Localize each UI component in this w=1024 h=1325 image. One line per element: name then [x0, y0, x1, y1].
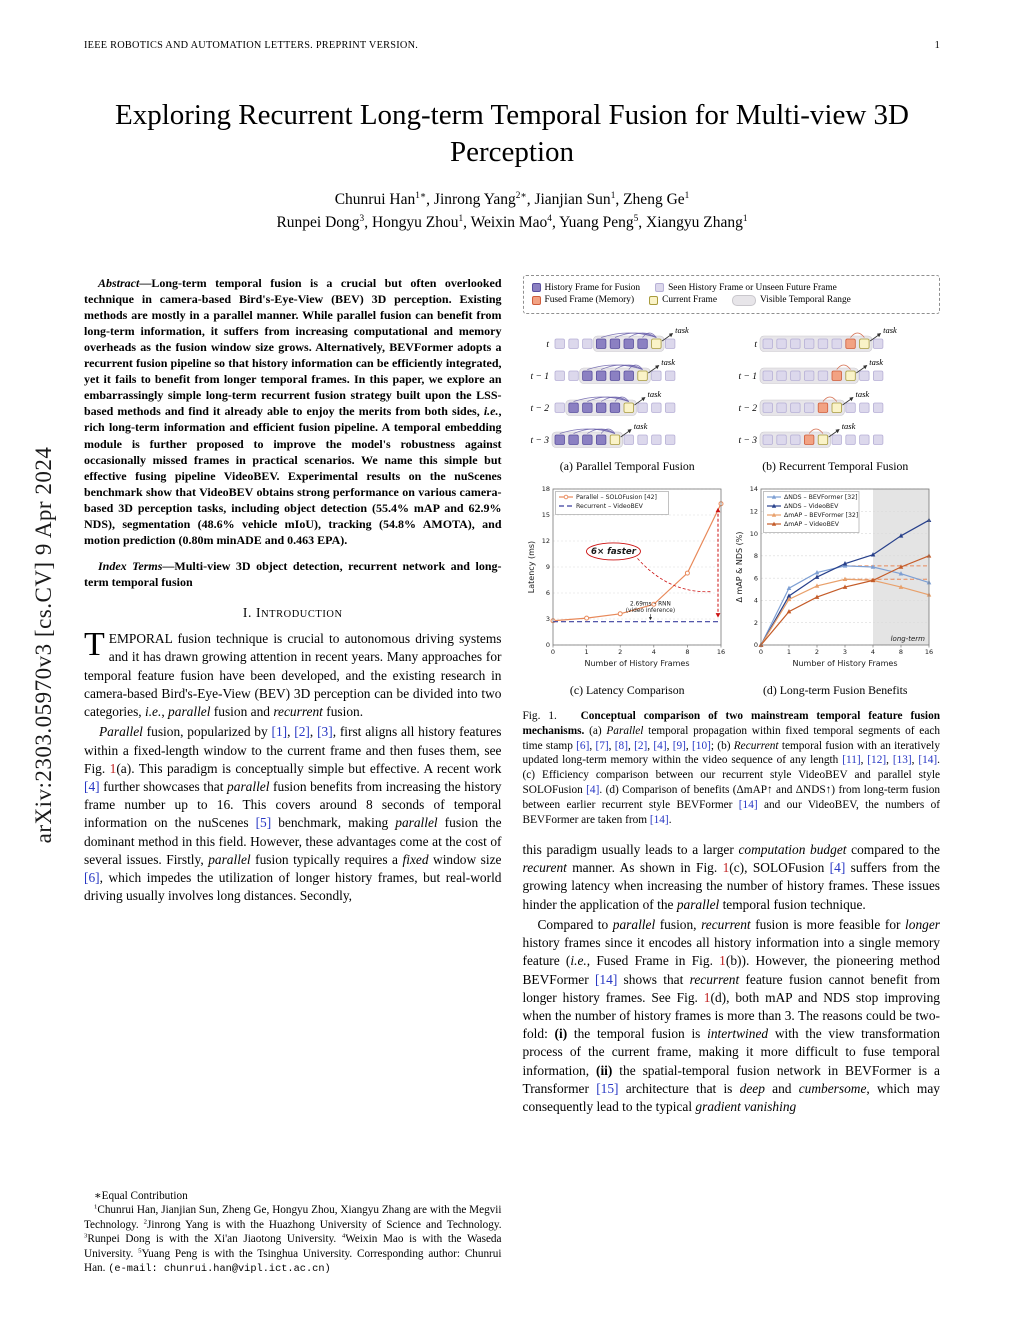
abstract: Abstract—Long-term temporal fusion is a crucial but often overlooked technique in camera-based Bird's-Eye-View (BEV) 3D perception. Existing methods are mostly in a parallel manner. While parallel fusion can benefit from long-term information, it suffers from increasing computational and memory overheads as the fusion window size grows. Alternatively, BEVFormer adopts a recurrent fusion pipeline so that history information can be efficiently integrated, yet it fails to benefit from longer temporal frames. In this paper, we explore an embarrassingly simple long-term recurrent fusion strategy built upon the LSS-based methods and find it already able to enjoy the merits from both sides, i.e., rich long-term information and efficient fusion pipeline. A temporal embedding module is further proposed to improve the model's robustness against occasionally missed frames in practical scenarios. We name this simple but effective fusing pipeline VideoBEV. Experimental results on the nuScenes benchmark show that VideoBEV obtains strong performance on various camera-based 3D perception tasks, including object detection (55.4% mAP and 62.9% NDS), segmentation (48.6% vehicle mIoU), tracking (54.8% AMOTA), and motion prediction (0.80m minADE and 0.463 EPA).: [84, 275, 502, 547]
svg-text:task: task: [661, 356, 676, 367]
legend-label: Current Frame: [662, 295, 718, 306]
citation-link[interactable]: [4]: [84, 778, 100, 794]
svg-text:16: 16: [925, 647, 934, 656]
fusion-panels: [523, 323, 941, 474]
svg-text:ΔmAP – VideoBEV: ΔmAP – VideoBEV: [784, 520, 840, 528]
citation-link[interactable]: [8]: [614, 739, 628, 752]
svg-text:Number of History Frames: Number of History Frames: [584, 658, 690, 668]
legend-label: Seen History Frame or Unseen Future Frame: [668, 282, 837, 293]
figure-ref-link[interactable]: 1: [109, 760, 117, 776]
legend-label: Fused Frame (Memory): [544, 295, 635, 306]
citation-link[interactable]: [9]: [672, 739, 686, 752]
svg-text:12: 12: [749, 507, 759, 516]
arxiv-watermark: arXiv:2303.05970v3 [cs.CV] 9 Apr 2024: [31, 446, 56, 844]
author-line-1: Chunrui Han$^{1∗}$, Jinrong Yang$^{2∗}$, Jianjian Sun$^1$, Zheng Ge$^1$: [334, 191, 690, 209]
citation-link[interactable]: [2]: [634, 739, 648, 752]
legend-item: [732, 295, 851, 306]
svg-text:Latency (ms): Latency (ms): [527, 540, 537, 593]
svg-text:Δ mAP & NDS (%): Δ mAP & NDS (%): [735, 531, 745, 603]
drop-cap: T: [84, 626, 105, 664]
svg-text:10: 10: [749, 529, 759, 538]
citation-link[interactable]: [2]: [294, 724, 310, 740]
citation-link[interactable]: [14]: [594, 971, 618, 987]
figure-1: [523, 275, 941, 828]
svg-text:ΔNDS – BEVFormer [32]: ΔNDS – BEVFormer [32]: [784, 493, 858, 501]
legend-item: [655, 283, 837, 293]
svg-text:15: 15: [541, 510, 551, 519]
svg-text:0: 0: [551, 647, 556, 656]
footnote-equal-contribution: ∗Equal Contribution: [94, 1189, 188, 1202]
citation-link[interactable]: [12]: [867, 754, 887, 767]
svg-text:6: 6: [546, 588, 551, 597]
svg-text:2: 2: [618, 647, 623, 656]
citation-link[interactable]: [5]: [255, 815, 272, 831]
svg-text:4: 4: [754, 596, 759, 605]
panel-b-title: (b) Recurrent Temporal Fusion: [762, 458, 909, 473]
legend-label: Visible Temporal Range: [760, 295, 851, 306]
h-swatch-icon: [532, 283, 541, 292]
panel-latency-chart: [527, 483, 727, 698]
svg-text:8: 8: [899, 647, 904, 656]
rightcol-paragraph-2: Compared to parallel fusion, recurrent fusion is more feasible for longer history frames since it encodes all history information into a single memory feature (i.e., Fused Frame in Fig. 1(b)). However, the pioneering method BEVFormer [14] shows that recurrent feature fusion cannot benefit from longer history frames. See Fig. 1(d), both mAP and NDS stop improving when the number of history frames is more than 3. The reasons could be two-fold: (i) the temporal fusion is intertwined with the view transformation process of the current frame, making it more difficult to fuse temporal information, (ii) the spatial-temporal fusion network in BEVFormer is a Transformer [15] architecture that is deep and cumbersome, which may consequently lead to the typical gradient vanishing: [522, 916, 940, 1115]
citation-link[interactable]: [3]: [317, 724, 333, 740]
panel-a-title: (a) Parallel Temporal Fusion: [559, 458, 695, 473]
intro-paragraph-2: Parallel fusion, popularized by [1], [2], [3], first aligns all history features within a fixed-length window to the current frame and then fuses them, see Fig. 1(a). This paradigm is conceptually simple but effective. A recent work [4] further showcases that parallel fusion benefits from increasing the history frame number up to 16. This covers around 8 seconds of temporal information on the nuScenes [5] benchmark, making parallel fusion the dominant method in this field. However, these advantages come at the cost of several issues. Firstly, parallel fusion typically requires a fixed window size [6], which impedes the utilization of longer history frames, but real-world driving usually involves long distances. Secondly,: [84, 724, 502, 904]
svg-text:task: task: [855, 388, 870, 399]
legend-row-1: [532, 283, 932, 293]
svg-text:16: 16: [717, 647, 726, 656]
figure-charts: [523, 483, 941, 698]
svg-text:t − 2: t − 2: [530, 403, 550, 414]
panel-recurrent-fusion: [735, 323, 935, 474]
range-swatch-icon: [732, 295, 756, 306]
svg-text:t − 1: t − 1: [738, 371, 758, 382]
svg-text:Number of History Frames: Number of History Frames: [792, 658, 898, 668]
svg-text:8: 8: [754, 551, 759, 560]
svg-text:0: 0: [759, 647, 764, 656]
panel-parallel-fusion: [527, 323, 727, 474]
citation-link[interactable]: [7]: [595, 739, 609, 752]
svg-text:(video inference): (video inference): [626, 607, 676, 614]
running-header: [84, 40, 940, 51]
svg-text:task: task: [869, 356, 884, 367]
section-heading-introduction: I. INTRODUCTION: [242, 605, 343, 621]
svg-text:8: 8: [685, 647, 690, 656]
figure-ref-link[interactable]: 1: [703, 989, 711, 1005]
header-journal-label: IEEE ROBOTICS AND AUTOMATION LETTERS. PREPRINT VERSION.: [84, 40, 419, 51]
svg-text:long-term: long-term: [890, 634, 926, 643]
svg-text:14: 14: [749, 484, 759, 493]
recurrent-fusion-diagram: [735, 323, 935, 451]
svg-text:task: task: [883, 324, 898, 335]
citation-link[interactable]: [11]: [842, 754, 861, 767]
svg-text:3: 3: [546, 614, 551, 623]
citation-link[interactable]: [15]: [596, 1080, 619, 1096]
legend-label: History Frame for Fusion: [544, 282, 641, 293]
citation-link[interactable]: [6]: [576, 739, 590, 752]
figure-caption: Fig. 1. Conceptual comparison of two mainstream temporal feature fusion mechanisms. (a) Parallel temporal propagation within fixed temporal segments of each time stamp [6], [7], [8], [2], [4], [9], [10]; (b) Recurrent temporal fusion with an iteratively updated long-term memory within the video sequence of any length [11], [12], [13], [14]. (c) Efficiency comparison between our recurrent style VideoBEV and parallel style SOLOFusion [4]. (d) Comparison of benefits (ΔmAP↑ and ΔNDS↑) from long-term fusion between earlier recurrent style BEVFormer [14] and our VideoBEV, the numbers of BEVFormer are taken from [14].: [522, 709, 940, 827]
citation-link[interactable]: [10]: [692, 739, 711, 752]
svg-text:task: task: [675, 324, 690, 335]
svg-text:1: 1: [787, 647, 792, 656]
svg-text:9: 9: [546, 562, 551, 571]
svg-text:0: 0: [754, 640, 759, 649]
citation-link[interactable]: [14]: [738, 799, 758, 812]
figure-legend: [523, 275, 941, 314]
citation-link[interactable]: [14]: [649, 814, 669, 827]
svg-text:2: 2: [754, 618, 759, 627]
rightcol-paragraph-1: this paradigm usually leads to a larger computation budget compared to the recurent manner. As shown in Fig. 1(c), SOLOFusion [4] suffers from the growing latency when increasing the number of history frames. These issues hinder the application of the parallel temporal fusion technique.: [522, 841, 940, 912]
left-column: [84, 275, 502, 1277]
citation-link[interactable]: [4]: [829, 860, 846, 876]
panel-d-title: (d) Long-term Fusion Benefits: [763, 682, 908, 697]
svg-text:t − 3: t − 3: [530, 435, 550, 446]
legend-item: [532, 283, 641, 293]
f-swatch-icon: [532, 296, 541, 305]
svg-text:t − 3: t − 3: [738, 435, 758, 446]
intro-paragraph-1-text: EMPORAL fusion technique is crucial to autonomous driving systems and it has drawn growing attention in recent years. Many approaches for temporal feature fusion have been developed, and the existing research in camera-based Bird's-Eye-View (BEV) 3D perception can be divided into two categories, i.e., parallel fusion and recurrent fusion.: [84, 631, 502, 720]
svg-text:ΔmAP – BEVFormer [32]: ΔmAP – BEVFormer [32]: [784, 511, 859, 519]
svg-text:Recurrent – VideoBEV: Recurrent – VideoBEV: [576, 502, 644, 510]
svg-text:18: 18: [541, 484, 551, 493]
c-swatch-icon: [649, 296, 658, 305]
svg-text:6× faster: 6× faster: [591, 546, 637, 557]
legend-item: [532, 295, 635, 305]
svg-text:12: 12: [541, 536, 551, 545]
legend-row-2: [532, 295, 932, 306]
svg-text:task: task: [633, 420, 648, 431]
svg-text:4: 4: [871, 647, 876, 656]
citation-link[interactable]: [13]: [892, 754, 912, 767]
author-block: [84, 188, 940, 235]
svg-text:4: 4: [651, 647, 657, 656]
svg-text:ΔNDS – VideoBEV: ΔNDS – VideoBEV: [784, 502, 839, 510]
panel-c-title: (c) Latency Comparison: [569, 682, 685, 697]
svg-text:task: task: [647, 388, 662, 399]
longterm-benefit-chart: [735, 483, 935, 675]
s-swatch-icon: [655, 283, 664, 292]
citation-link[interactable]: [14]: [918, 754, 938, 767]
svg-text:3: 3: [843, 647, 848, 656]
parallel-fusion-diagram: [527, 323, 727, 451]
figure-ref-link[interactable]: 1: [722, 860, 730, 876]
right-column: [523, 275, 941, 1277]
panel-benefit-chart: [735, 483, 935, 698]
citation-link[interactable]: [6]: [84, 870, 100, 886]
footnote-affiliations: $^1$Chunrui Han, Jianjian Sun, Zheng Ge, Hongyu Zhou, Xiangyu Zhang are with the Megvii Technology. $^2$Jinrong Yang is with the Huazhong University of Science and Technology. $^3$Runpei Dong is with the Xi'an Jiaotong University. $^4$Weixin Mao is with the Waseda University. $^5$Yuang Peng is with the Tsinghua University. Corresponding author: Chunrui Han. (e-mail: chunrui.han@vipl.ict.ac.cn): [84, 1203, 502, 1276]
svg-text:t − 2: t − 2: [738, 403, 758, 414]
svg-text:task: task: [841, 420, 856, 431]
figure-ref-link[interactable]: 1: [719, 953, 726, 969]
legend-item: [649, 295, 717, 305]
page-number: 1: [934, 40, 940, 51]
citation-link[interactable]: [4]: [653, 739, 667, 752]
svg-text:2.69ms – RNN: 2.69ms – RNN: [630, 601, 672, 608]
svg-text:t: t: [546, 339, 550, 350]
citation-link[interactable]: [1]: [271, 724, 288, 740]
svg-text:t − 1: t − 1: [530, 371, 550, 382]
svg-text:1: 1: [584, 647, 589, 656]
svg-text:6: 6: [754, 574, 759, 583]
svg-text:0: 0: [546, 640, 551, 649]
paper-title: Exploring Recurrent Long-term Temporal Fusion for Multi-view 3D Perception: [115, 99, 909, 169]
svg-text:2: 2: [815, 647, 820, 656]
latency-comparison-chart: [527, 483, 727, 675]
svg-text:t: t: [754, 339, 758, 350]
two-column-body: [84, 275, 940, 1277]
author-footnote: [84, 1181, 502, 1277]
svg-text:Parallel – SOLOFusion [42]: Parallel – SOLOFusion [42]: [576, 493, 658, 501]
index-terms: Index Terms—Multi-view 3D object detection, recurrent network and long-term temporal fusion: [84, 559, 502, 590]
author-line-2: Runpei Dong$^3$, Hongyu Zhou$^1$, Weixin Mao$^4$, Yuang Peng$^5$, Xiangyu Zhang$^1$: [276, 214, 748, 232]
citation-link[interactable]: [4]: [586, 784, 600, 797]
intro-paragraph-1: [84, 626, 502, 721]
